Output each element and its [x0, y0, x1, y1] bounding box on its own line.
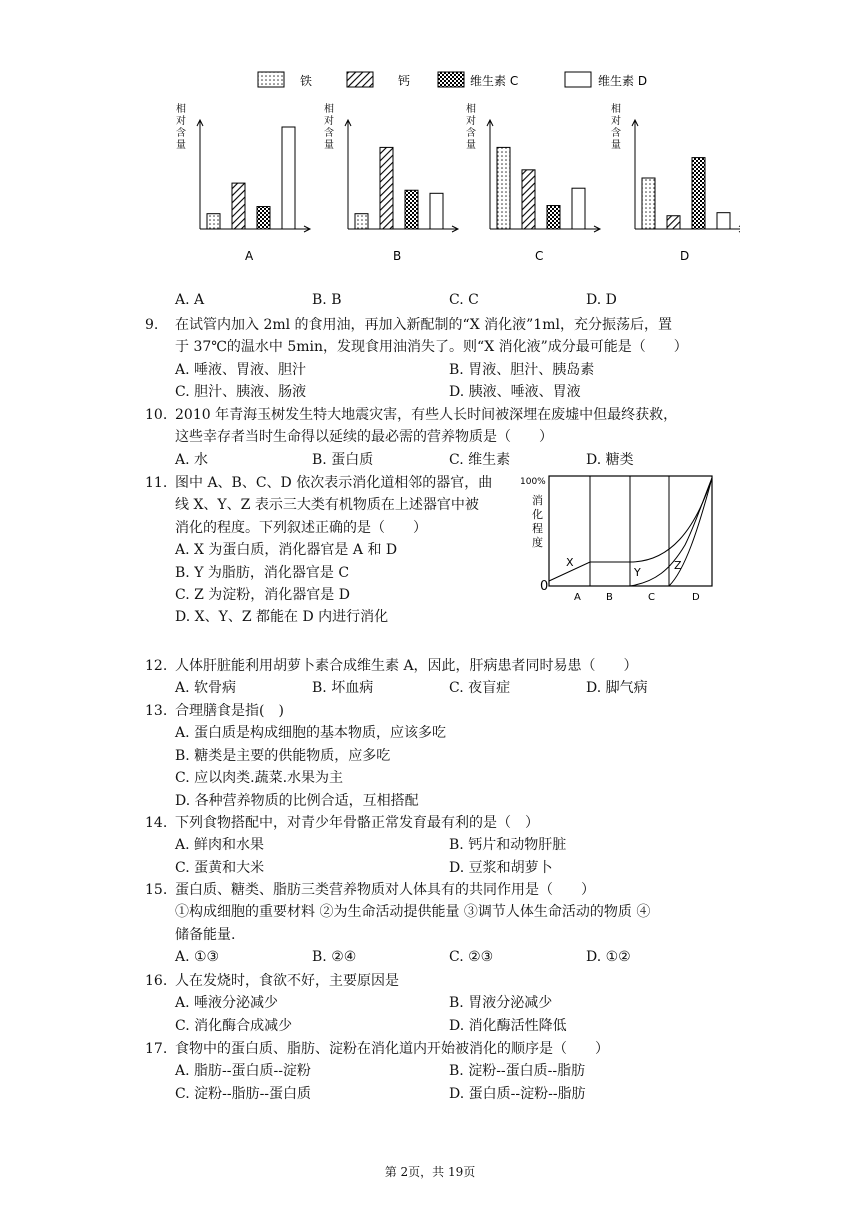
panel-label-D: D — [680, 249, 690, 263]
q16-text-line-0: 人在发烧时，食欲不好，主要原因是 — [175, 973, 399, 989]
panel-label-B: B — [393, 249, 402, 263]
curve-z-label: Z — [674, 559, 682, 572]
graph-ylabel — [532, 493, 543, 549]
q17-option-0: A. 脂肪--蛋白质--淀粉 — [175, 1063, 311, 1080]
region-c: C — [648, 592, 655, 603]
q16-option-2: C. 消化酶合成减少 — [175, 1017, 293, 1034]
q8-option-2: C. C — [449, 292, 479, 308]
region-a: A — [574, 592, 581, 603]
q11-option-2: C. Z 为淀粉，消化器官是 D — [175, 587, 350, 603]
q13-number: 13. — [145, 703, 168, 719]
q15-option-2: C. ②③ — [449, 949, 494, 966]
q14-option-2: C. 蛋黄和大米 — [175, 859, 265, 876]
q11-option-1: B. Y 为脂肪，消化器官是 C — [175, 564, 350, 581]
q17-number: 17. — [145, 1041, 168, 1057]
panel-ylabel-char: 对 — [324, 116, 334, 127]
q15-option-0: A. ①③ — [175, 949, 220, 966]
panel-A — [176, 102, 310, 263]
bar-A-2 — [257, 207, 270, 229]
bar-D-2 — [692, 158, 705, 229]
bar-C-1 — [522, 170, 535, 229]
q12-number: 12. — [145, 658, 168, 674]
curve-y-label: Y — [634, 566, 641, 579]
q17-text-line-0: 食物中的蛋白质、脂肪、淀粉在消化道内开始被消化的顺序是（ ） — [175, 1041, 609, 1057]
bar-C-3 — [572, 188, 585, 229]
bar-B-3 — [430, 193, 443, 229]
q16-number: 16. — [145, 973, 168, 989]
q10-option-3: D. 糖类 — [586, 451, 634, 468]
q14-number: 14. — [145, 815, 168, 831]
q16-option-0: A. 唾液分泌减少 — [175, 995, 279, 1012]
panel-label-C: C — [535, 249, 544, 263]
chart-legend — [258, 72, 647, 88]
bar-A-0 — [207, 214, 220, 229]
q14-option-3: D. 豆浆和胡萝卜 — [449, 859, 553, 876]
q12-option-2: C. 夜盲症 — [449, 680, 511, 697]
nutrient-bar-charts — [160, 62, 740, 272]
q15-text-line-0: 蛋白质、糖类、脂肪三类营养物质对人体具有的共同作用是（ ） — [175, 882, 595, 898]
panel-ylabel-char: 相 — [176, 104, 186, 115]
bar-B-2 — [405, 190, 418, 229]
legend-swatch-3 — [565, 72, 591, 87]
panel-C — [466, 102, 600, 263]
legend-swatch-0 — [258, 72, 284, 87]
svg-text:消: 消 — [532, 494, 543, 507]
legend-swatch-2 — [438, 72, 464, 87]
q11-text-line-0: 图中 A、B、C、D 依次表示消化道相邻的器官，曲 — [175, 475, 493, 491]
q10-option-1: B. 蛋白质 — [312, 451, 374, 468]
bar-C-2 — [547, 206, 560, 229]
panel-ylabel-char: 含 — [611, 128, 621, 139]
q12-text-line-0: 人体肝脏能利用胡萝卜素合成维生素 A，因此，肝病患者同时易患（ ） — [175, 658, 638, 674]
q9-number: 9. — [145, 317, 159, 333]
q14-option-1: B. 钙片和动物肝脏 — [449, 837, 567, 854]
q13-option-0: A. 蛋白质是构成细胞的基本物质，应该多吃 — [175, 725, 447, 742]
q15-number: 15. — [145, 882, 168, 898]
panel-ylabel-char: 相 — [324, 104, 334, 115]
q11-number: 11. — [145, 475, 168, 491]
q17-option-1: B. 淀粉--蛋白质--脂肪 — [449, 1063, 586, 1080]
bar-A-3 — [282, 127, 295, 229]
panel-label-A: A — [245, 249, 254, 263]
panel-ylabel-char: 相 — [611, 104, 621, 115]
svg-text:度: 度 — [532, 536, 543, 549]
q11-text-line-1: 线 X、Y、Z 表示三大类有机物质在上述器官中被 — [175, 497, 479, 514]
bar-D-3 — [717, 213, 730, 229]
panel-ylabel-char: 含 — [324, 128, 334, 139]
q11-option-3: D. X、Y、Z 都能在 D 内进行消化 — [175, 609, 389, 626]
q11-option-0: A. X 为蛋白质，消化器官是 A 和 D — [175, 542, 398, 559]
graph-top-label: 100% — [520, 477, 546, 487]
q10-text-line-1: 这些幸存者当时生命得以延续的最必需的营养物质是（ ） — [175, 429, 553, 446]
q16-option-1: B. 胃液分泌减少 — [449, 995, 553, 1012]
panel-ylabel-char: 含 — [176, 128, 186, 139]
q12-option-0: A. 软骨病 — [175, 680, 237, 697]
svg-text:化: 化 — [532, 508, 543, 521]
q9-option-2: C. 胆汁、胰液、肠液 — [175, 384, 307, 401]
q9-option-0: A. 唾液、胃液、胆汁 — [175, 361, 307, 378]
q15-option-3: D. ①② — [586, 949, 631, 966]
legend-label-1: 钙 — [398, 74, 411, 88]
q10-text-line-0: 2010 年青海玉树发生特大地震灾害，有些人长时间被深埋在废墟中但最终获救， — [175, 407, 678, 423]
bar-B-1 — [380, 147, 393, 229]
q17-option-3: D. 蛋白质--淀粉--脂肪 — [449, 1085, 586, 1102]
q9-text-line-0: 在试管内加入 2ml 的食用油，再加入新配制的“X 消化液”1ml，充分振荡后，置 — [175, 317, 672, 333]
panel-ylabel-char: 量 — [611, 140, 621, 151]
panel-ylabel-char: 量 — [176, 140, 186, 151]
panel-ylabel-char: 相 — [466, 104, 476, 115]
q10-option-0: A. 水 — [175, 451, 209, 468]
q11-text-line-2: 消化的程度。下列叙述正确的是（ ） — [175, 519, 427, 536]
panel-D — [611, 102, 740, 263]
q15-text-line-2: 储备能量. — [175, 926, 236, 943]
bar-B-0 — [355, 214, 368, 229]
q16-option-3: D. 消化酶活性降低 — [449, 1017, 567, 1034]
q9-option-3: D. 胰液、唾液、胃液 — [449, 384, 581, 401]
region-b: B — [606, 592, 613, 603]
panel-B — [324, 102, 458, 263]
region-d: D — [692, 592, 700, 603]
curve-x-label: X — [566, 556, 574, 569]
bar-D-1 — [667, 216, 680, 229]
bar-C-0 — [497, 147, 510, 229]
q8-option-0: A. A — [175, 292, 205, 308]
q8-option-3: D. D — [586, 292, 617, 308]
q17-option-2: C. 淀粉--脂肪--蛋白质 — [175, 1085, 312, 1102]
q10-option-2: C. 维生素 — [449, 451, 511, 468]
panel-ylabel-char: 量 — [466, 140, 476, 151]
legend-label-0: 铁 — [300, 74, 313, 88]
q8-option-1: B. B — [312, 292, 342, 308]
panel-ylabel-char: 对 — [466, 116, 476, 127]
svg-text:程: 程 — [532, 522, 543, 535]
bar-D-0 — [642, 178, 655, 229]
legend-label-3: 维生素 D — [598, 74, 648, 88]
digestion-graph — [520, 470, 720, 605]
page-footer: 第 2页，共 19页 — [384, 1165, 476, 1179]
q9-option-1: B. 胃液、胆汁、胰岛素 — [449, 361, 595, 378]
q12-option-3: D. 脚气病 — [586, 680, 648, 697]
q13-option-3: D. 各种营养物质的比例合适，互相搭配 — [175, 792, 419, 809]
q15-option-1: B. ②④ — [312, 949, 357, 966]
q13-option-1: B. 糖类是主要的供能物质，应多吃 — [175, 747, 391, 764]
q14-option-0: A. 鲜肉和水果 — [175, 837, 265, 854]
graph-zero-label: 0 — [540, 579, 549, 594]
bar-A-1 — [232, 183, 245, 229]
q9-text-line-1: 于 37℃的温水中 5min，发现食用油消失了。则“X 消化液”成分最可能是（ ） — [175, 339, 688, 356]
q12-option-1: B. 坏血病 — [312, 680, 374, 697]
panel-ylabel-char: 对 — [176, 116, 186, 127]
panel-ylabel-char: 量 — [324, 140, 334, 151]
panel-ylabel-char: 含 — [466, 128, 476, 139]
legend-label-2: 维生素 C — [470, 74, 519, 88]
q15-text-line-1: ①构成细胞的重要材料 ②为生命活动提供能量 ③调节人体生命活动的物质 ④ — [175, 904, 651, 921]
q13-option-2: C. 应以肉类.蔬菜.水果为主 — [175, 770, 344, 787]
legend-swatch-1 — [347, 72, 373, 87]
panel-ylabel-char: 对 — [611, 116, 621, 127]
q14-text-line-0: 下列食物搭配中，对青少年骨骼正常发育最有利的是（ ） — [175, 815, 539, 831]
q10-number: 10. — [145, 407, 168, 423]
q13-text-line-0: 合理膳食是指( ) — [175, 703, 284, 719]
